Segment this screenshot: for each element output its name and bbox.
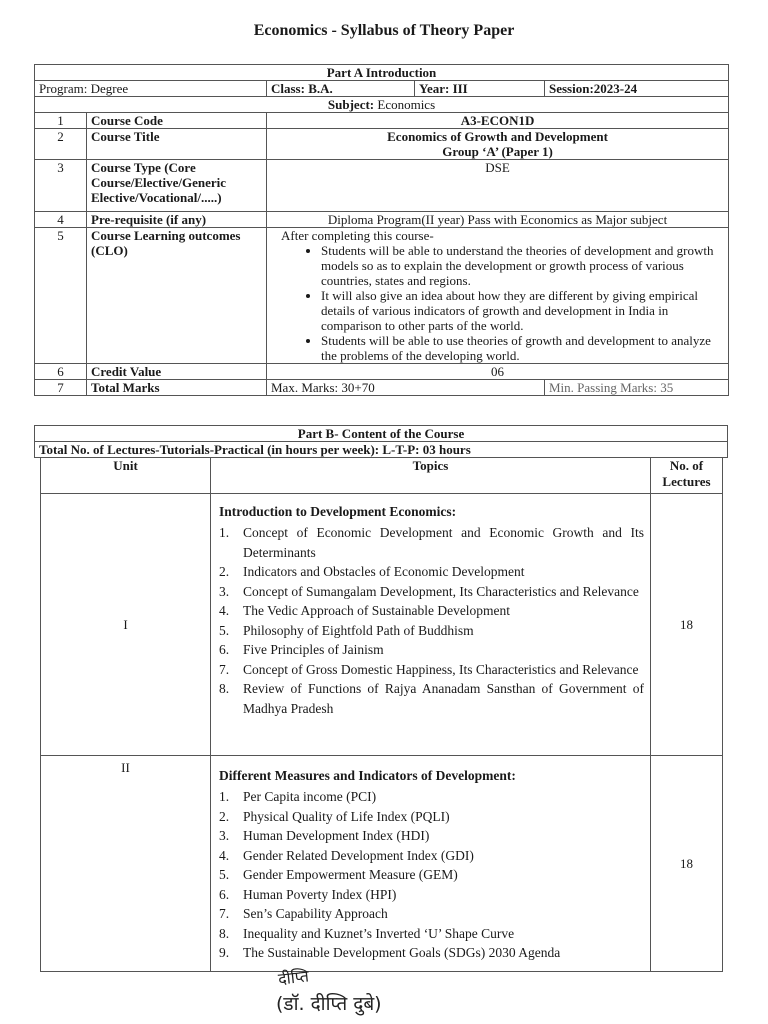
course-title-value: [267, 129, 729, 160]
topic-item: [219, 846, 644, 866]
topic-item: [219, 904, 644, 924]
topic-number: 2.: [219, 564, 230, 579]
row-number: 1: [35, 113, 87, 129]
unit-title: Introduction to Development Economics:: [219, 504, 457, 519]
subject-label: Subject:: [327, 97, 375, 112]
total-marks-label: Total Marks: [87, 380, 267, 396]
topic-number: 5.: [219, 622, 230, 638]
clo-intro: After completing this course-: [281, 228, 434, 243]
unit-title: Different Measures and Indicators of Development:: [219, 768, 516, 783]
topic-text: The Sustainable Development Goals (SDGs) 2030 Agenda: [243, 945, 561, 960]
part-a-heading: Part A Introduction: [35, 65, 729, 81]
course-code-label: Course Code: [87, 113, 267, 129]
topic-number: 6.: [219, 886, 230, 902]
part-b-heading: Part B- Content of the Course: [35, 426, 728, 442]
header-lectures: No. of Lectures: [651, 458, 723, 494]
topic-item: [219, 885, 644, 905]
topic-item: [219, 924, 644, 944]
topics-cell: [211, 756, 651, 972]
max-marks: Max. Marks: 30+70: [267, 380, 545, 396]
lectures-cell: 18: [651, 756, 723, 972]
topic-number: 9.: [219, 945, 230, 960]
part-b-heading-table: [34, 425, 728, 458]
topic-number: 8.: [219, 681, 230, 696]
clo-point: • Students will be able to use theories of growth and development to analyze the problems of the developing world.: [321, 333, 724, 363]
topic-text: The Vedic Approach of Sustainable Development: [243, 603, 511, 618]
page-title: Economics - Syllabus of Theory Paper: [253, 22, 515, 39]
header-unit: Unit: [41, 458, 211, 494]
min-marks: Min. Passing Marks: 35: [545, 380, 729, 396]
course-type-value: DSE: [267, 160, 729, 212]
topic-number: 7.: [219, 906, 230, 921]
topic-item: [219, 943, 644, 963]
unit-cell: I: [41, 494, 211, 756]
program-cell: Program: Degree: [35, 81, 267, 97]
topic-text: Human Development Index (HDI): [243, 828, 430, 843]
topics-cell: [211, 494, 651, 756]
course-title-line2: Group ‘A’ (Paper 1): [442, 144, 553, 159]
session-cell: Session:2023-24: [545, 81, 729, 97]
topic-text: Concept of Gross Domestic Happiness, Its Characteristics and Relevance: [243, 661, 639, 677]
clo-point: • It will also give an idea about how they are different by giving empirical details of various indicators of growth and development in India in comparison to other parts of the world.: [321, 288, 724, 333]
topic-list: [215, 787, 646, 963]
prereq-label: Pre-requisite (if any): [87, 212, 267, 228]
topic-item: [219, 640, 644, 660]
signature-line2: (डॉ. दीप्ति दुबे): [276, 993, 382, 1015]
row-number: 3: [35, 160, 87, 212]
topic-item: [219, 621, 644, 641]
topic-text: Five Principles of Jainism: [243, 642, 384, 657]
topic-number: 8.: [219, 925, 230, 941]
credit-value: 06: [267, 364, 729, 380]
topic-text: Indicators and Obstacles of Economic Development: [243, 564, 525, 579]
topic-text: Human Poverty Index (HPI): [243, 886, 397, 902]
course-code-value: A3-ECON1D: [267, 113, 729, 129]
class-cell: Class: B.A.: [267, 81, 415, 97]
clo-list: [281, 243, 724, 363]
signature-line1: दीप्ति: [277, 966, 310, 989]
part-a-table: [34, 64, 729, 396]
topic-item: [219, 562, 644, 582]
prereq-value: Diploma Program(II year) Pass with Economics as Major subject: [267, 212, 729, 228]
row-number: 6: [35, 364, 87, 380]
topic-text: Physical Quality of Life Index (PQLI): [243, 808, 450, 824]
lectures-line: Total No. of Lectures-Tutorials-Practical (in hours per week): L-T-P: 03 hours: [35, 442, 728, 458]
topic-item: [219, 865, 644, 885]
topic-text: Sen’s Capability Approach: [243, 906, 388, 921]
row-number: 7: [35, 380, 87, 396]
topic-item: [219, 660, 644, 680]
clo-point: • Students will be able to understand the theories of development and growth models so as to explain the development or growth process of various countries, states and regions.: [321, 243, 724, 288]
content-table: [40, 457, 723, 972]
topic-number: 4.: [219, 847, 230, 863]
clo-content: [267, 228, 729, 364]
topic-number: 3.: [219, 583, 230, 599]
topic-text: Gender Empowerment Measure (GEM): [243, 867, 458, 882]
topic-number: 3.: [219, 828, 230, 843]
row-number: 5: [35, 228, 87, 364]
subject-row: [35, 97, 729, 113]
course-title-line1: Economics of Growth and Development: [387, 129, 608, 144]
topic-number: 6.: [219, 642, 230, 657]
topic-item: [219, 679, 644, 718]
topic-text: Per Capita income (PCI): [243, 789, 377, 804]
topic-item: [219, 523, 644, 562]
topic-text: Concept of Economic Development and Economic Growth and Its Determinants: [243, 525, 644, 560]
course-type-label: Course Type (Core Course/Elective/Generic Elective/Vocational/.....): [87, 160, 267, 212]
topic-text: Gender Related Development Index (GDI): [243, 847, 474, 863]
topic-number: 2.: [219, 808, 230, 824]
header-topics: Topics: [211, 458, 651, 494]
row-number: 2: [35, 129, 87, 160]
year-cell: Year: III: [415, 81, 545, 97]
credit-label: Credit Value: [87, 364, 267, 380]
unit-cell: II: [41, 756, 211, 972]
topic-item: [219, 787, 644, 807]
topic-number: 5.: [219, 867, 230, 882]
topic-number: 1.: [219, 789, 230, 804]
subject-value: Economics: [377, 97, 436, 112]
lectures-cell: 18: [651, 494, 723, 756]
course-title-label: Course Title: [87, 129, 267, 160]
topic-number: 1.: [219, 525, 230, 540]
topic-number: 4.: [219, 603, 230, 618]
topic-item: [219, 826, 644, 846]
row-number: 4: [35, 212, 87, 228]
topic-item: [219, 601, 644, 621]
topic-text: Concept of Sumangalam Development, Its Characteristics and Relevance: [243, 583, 639, 599]
topic-text: Inequality and Kuznet’s Inverted ‘U’ Shape Curve: [243, 925, 515, 941]
clo-label: Course Learning outcomes (CLO): [87, 228, 267, 364]
topic-item: [219, 807, 644, 827]
topic-list: [215, 523, 646, 718]
topic-number: 7.: [219, 661, 230, 677]
topic-text: Philosophy of Eightfold Path of Buddhism: [243, 622, 474, 638]
topic-text: Review of Functions of Rajya Ananadam Sansthan of Government of Madhya Pradesh: [243, 681, 644, 716]
topic-item: [219, 582, 644, 602]
